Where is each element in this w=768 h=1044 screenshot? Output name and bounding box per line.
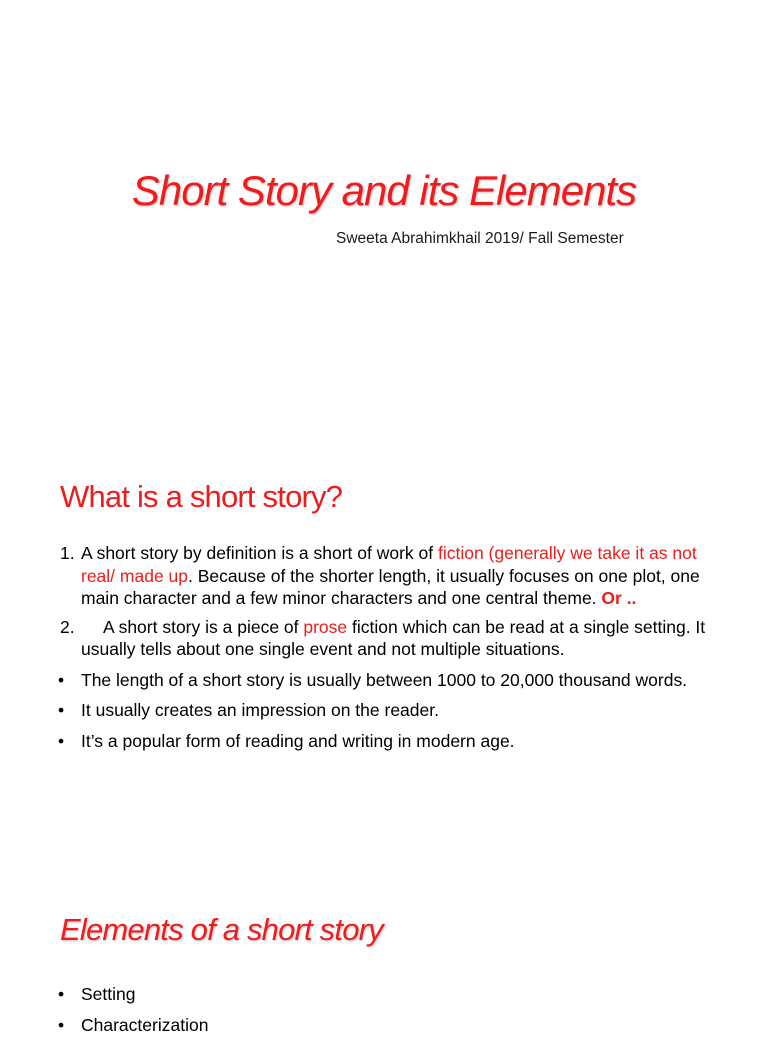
bullet-icon: • <box>58 669 65 690</box>
list-item <box>58 983 718 1006</box>
section-heading-what-is: What is a short story? <box>60 479 343 514</box>
bullet-icon: • <box>58 730 65 751</box>
element-setting: Setting <box>81 984 136 1004</box>
bullet-text: It’s a popular form of reading and writing in modern age. <box>81 730 515 751</box>
list-number: 2. <box>60 616 75 637</box>
definition-list <box>58 542 718 760</box>
list-item <box>58 730 718 753</box>
definition-text-cont: . Because of the shorter length, it usually focuses on one plot, one main character and a few minor characters and one central theme. <box>81 565 700 608</box>
list-item <box>58 669 718 692</box>
elements-list <box>58 983 718 1044</box>
definition-text-cont: fiction which can be read at a single setting. It usually tells about one single event and not multiple situations. <box>81 616 706 659</box>
bullet-text: The length of a short story is usually between 1000 to 20,000 thousand words. <box>81 669 688 690</box>
page-title: Short Story and its Elements <box>131 167 637 214</box>
bullet-icon: • <box>58 700 65 720</box>
author-subtitle: Sweeta Abrahimkhail 2019/ Fall Semester <box>336 230 624 247</box>
definition-text: A short story by definition is a short of work of <box>81 543 438 563</box>
bullet-icon: • <box>58 984 65 1004</box>
section-heading-elements: Elements of a short story <box>60 912 383 947</box>
element-characterization: Characterization <box>81 1014 209 1035</box>
definition-emphasis: Or .. <box>601 588 637 608</box>
list-item <box>58 699 718 722</box>
bullet-text: It usually creates an impression on the reader. <box>81 700 439 720</box>
list-number: 1. <box>60 543 75 563</box>
definition-item-1 <box>58 542 718 610</box>
list-item <box>58 1014 718 1037</box>
definition-highlight: fiction (generally we take it as not real/ made up <box>81 543 697 586</box>
definition-text: A short story is a piece of <box>103 616 304 637</box>
bullet-icon: • <box>58 1014 65 1035</box>
definition-item-2 <box>58 616 718 661</box>
definition-highlight: prose <box>303 616 348 637</box>
